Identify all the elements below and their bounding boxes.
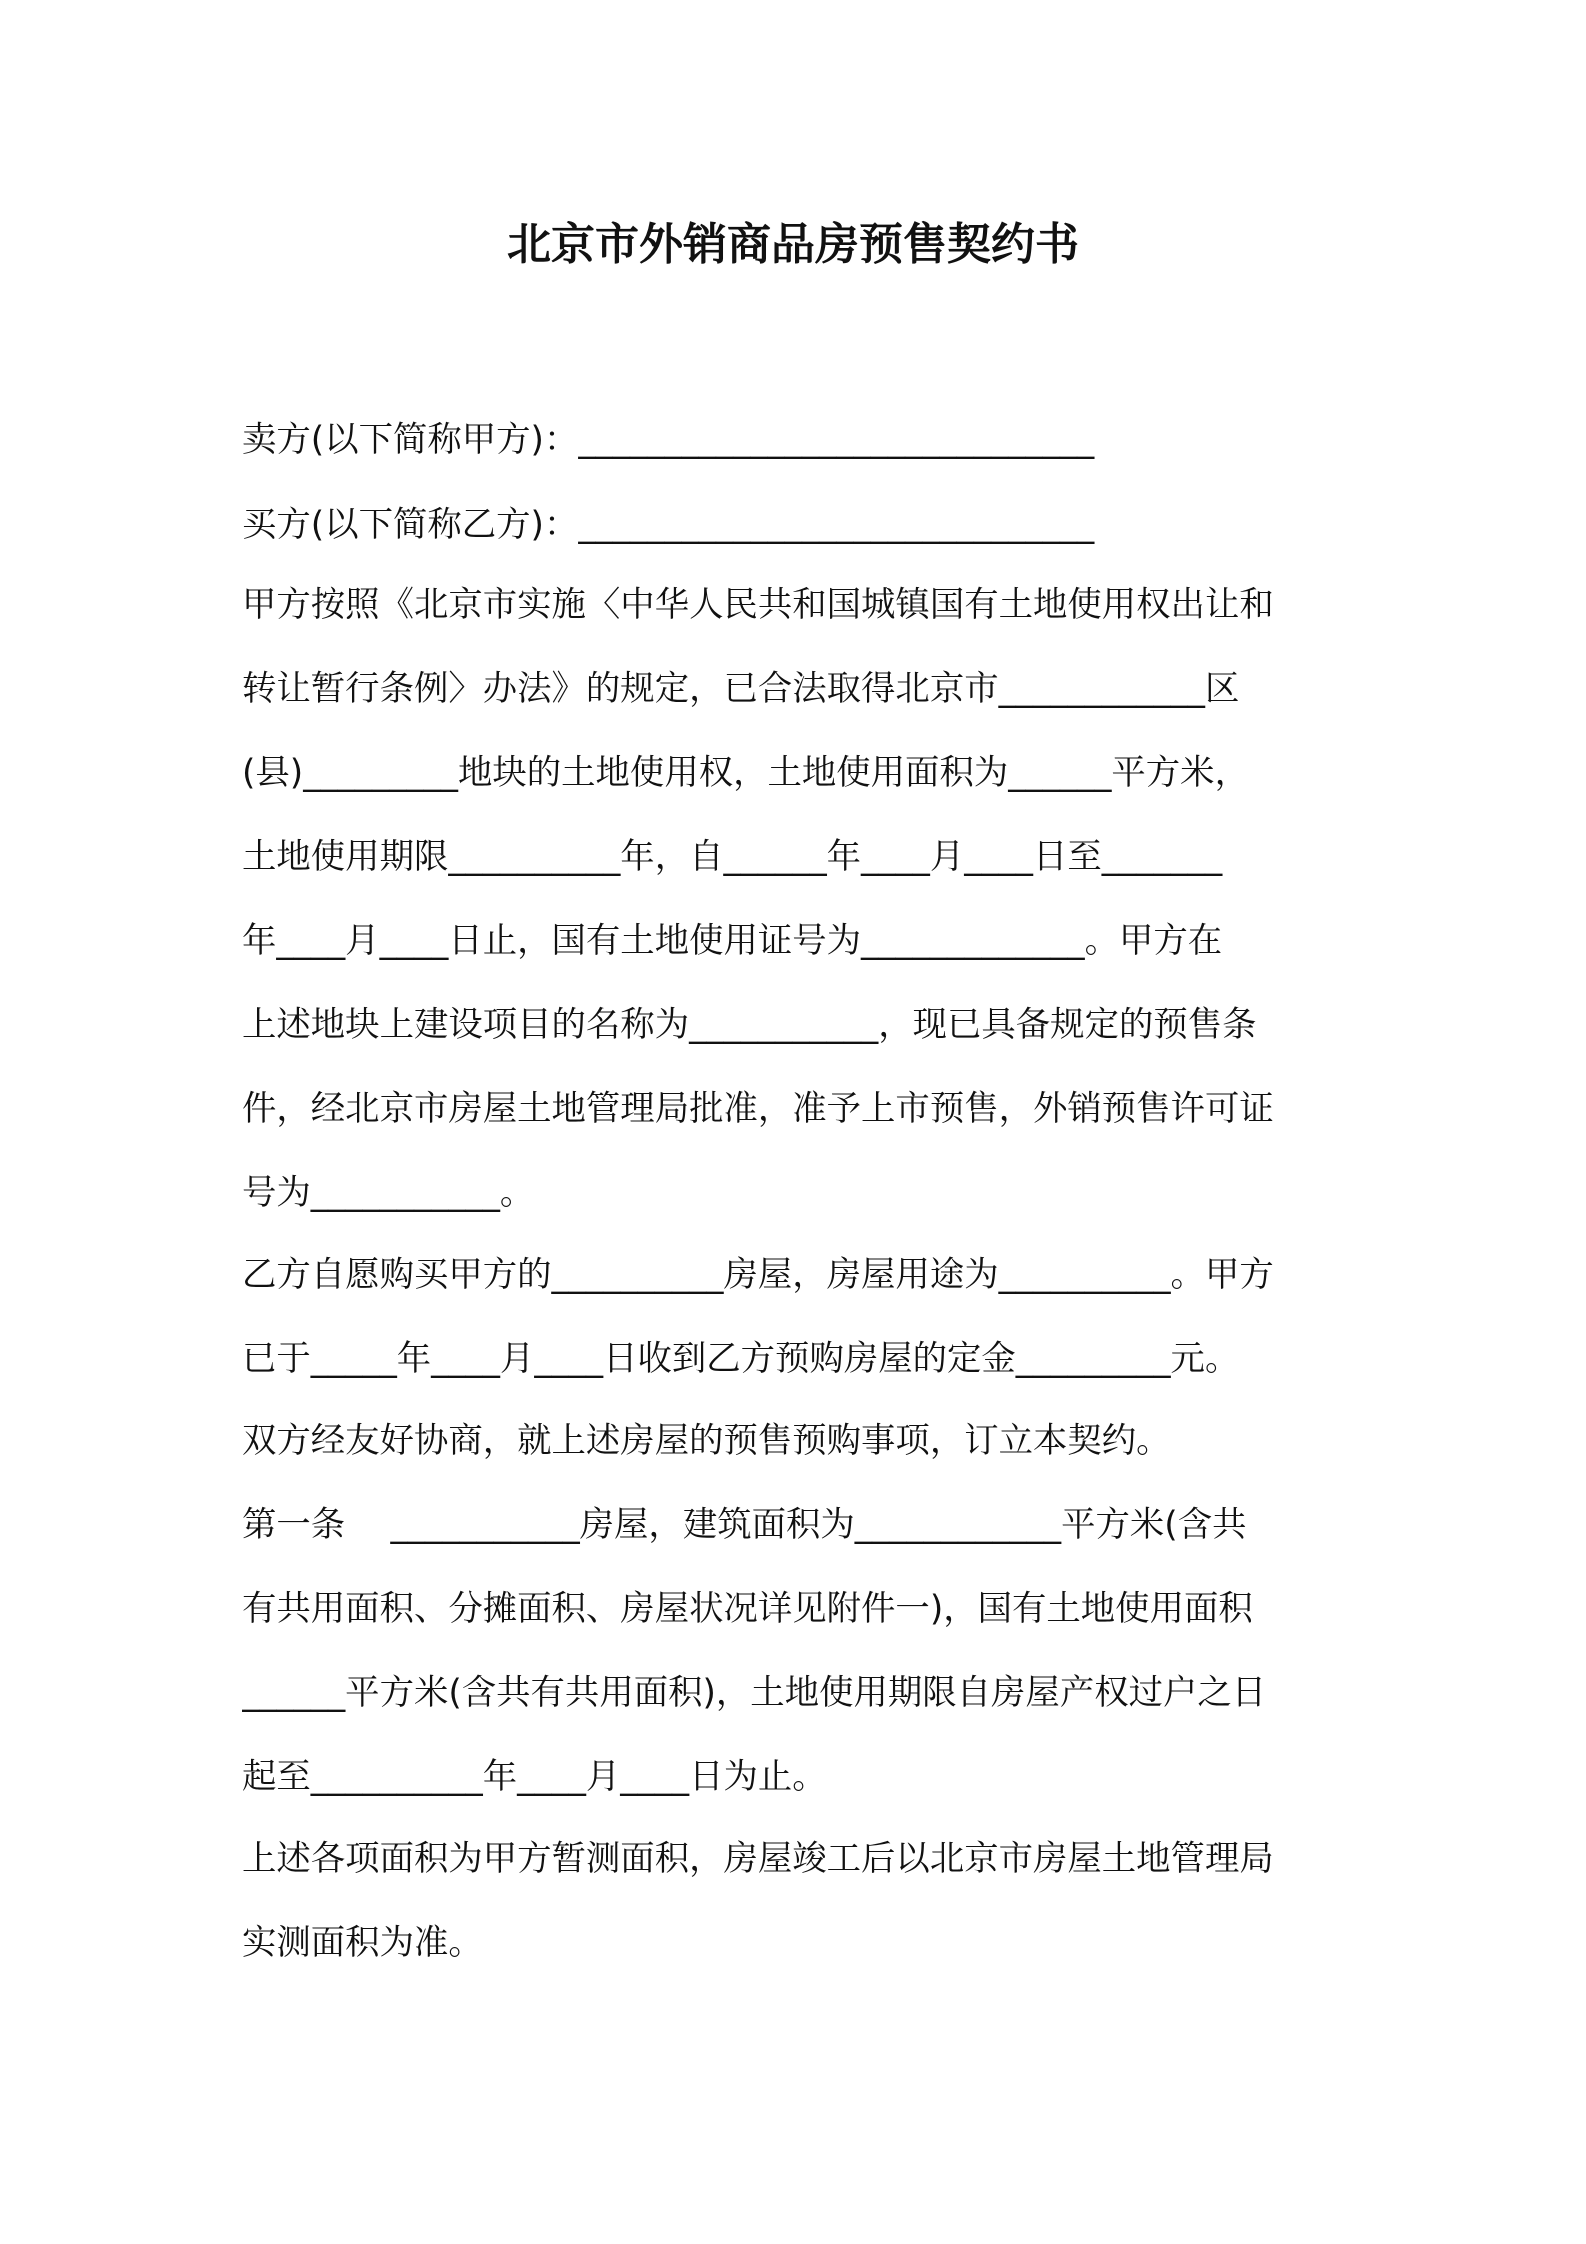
preamble-line-8: 号为___________。 <box>242 1173 535 1213</box>
agreement-line: 双方经友好协商，就上述房屋的预售预购事项，订立本契约。 <box>242 1421 1171 1461</box>
area-note-line-1: 上述各项面积为甲方暂测面积，房屋竣工后以北京市房屋土地管理局 <box>242 1839 1274 1879</box>
preamble-line-3: (县)_________地块的土地使用权，土地使用面积为______平方米， <box>242 753 1249 793</box>
preamble-line-6: 上述地块上建设项目的名称为___________，现已具备规定的预售条 <box>242 1005 1257 1045</box>
purchase-line-1: 乙方自愿购买甲方的__________房屋，房屋用途为__________。甲方 <box>242 1255 1274 1295</box>
article-1-line-1: 第一条 ___________房屋，建筑面积为____________平方米(含共 <box>242 1505 1247 1545</box>
article-1-line-2: 有共用面积、分摊面积、房屋状况详见附件一)，国有土地使用面积 <box>242 1589 1253 1629</box>
preamble-line-4: 土地使用期限__________年，自______年____月____日至_______ <box>242 837 1223 877</box>
preamble-line-2: 转让暂行条例〉办法》的规定，已合法取得北京市____________区 <box>242 669 1240 709</box>
document-title: 北京市外销商品房预售契约书 <box>507 219 1079 270</box>
area-note-line-2: 实测面积为准。 <box>242 1923 483 1963</box>
article-1-line-4: 起至__________年____月____日为止。 <box>242 1757 827 1797</box>
preamble-line-1: 甲方按照《北京市实施〈中华人民共和国城镇国有土地使用权出让和 <box>242 585 1274 625</box>
preamble-line-5: 年____月____日止，国有土地使用证号为_____________。甲方在 <box>242 921 1223 961</box>
preamble-line-7: 件，经北京市房屋土地管理局批准，准予上市预售，外销预售许可证 <box>242 1089 1274 1129</box>
purchase-line-2: 已于_____年____月____日收到乙方预购房屋的定金_________元。 <box>242 1339 1240 1379</box>
article-1-line-3: ______平方米(含共有共用面积)，土地使用期限自房屋产权过户之日 <box>242 1673 1267 1713</box>
seller-line: 卖方(以下简称甲方)：______________________________ <box>242 420 1095 460</box>
buyer-line: 买方(以下简称乙方)：______________________________ <box>242 505 1095 545</box>
